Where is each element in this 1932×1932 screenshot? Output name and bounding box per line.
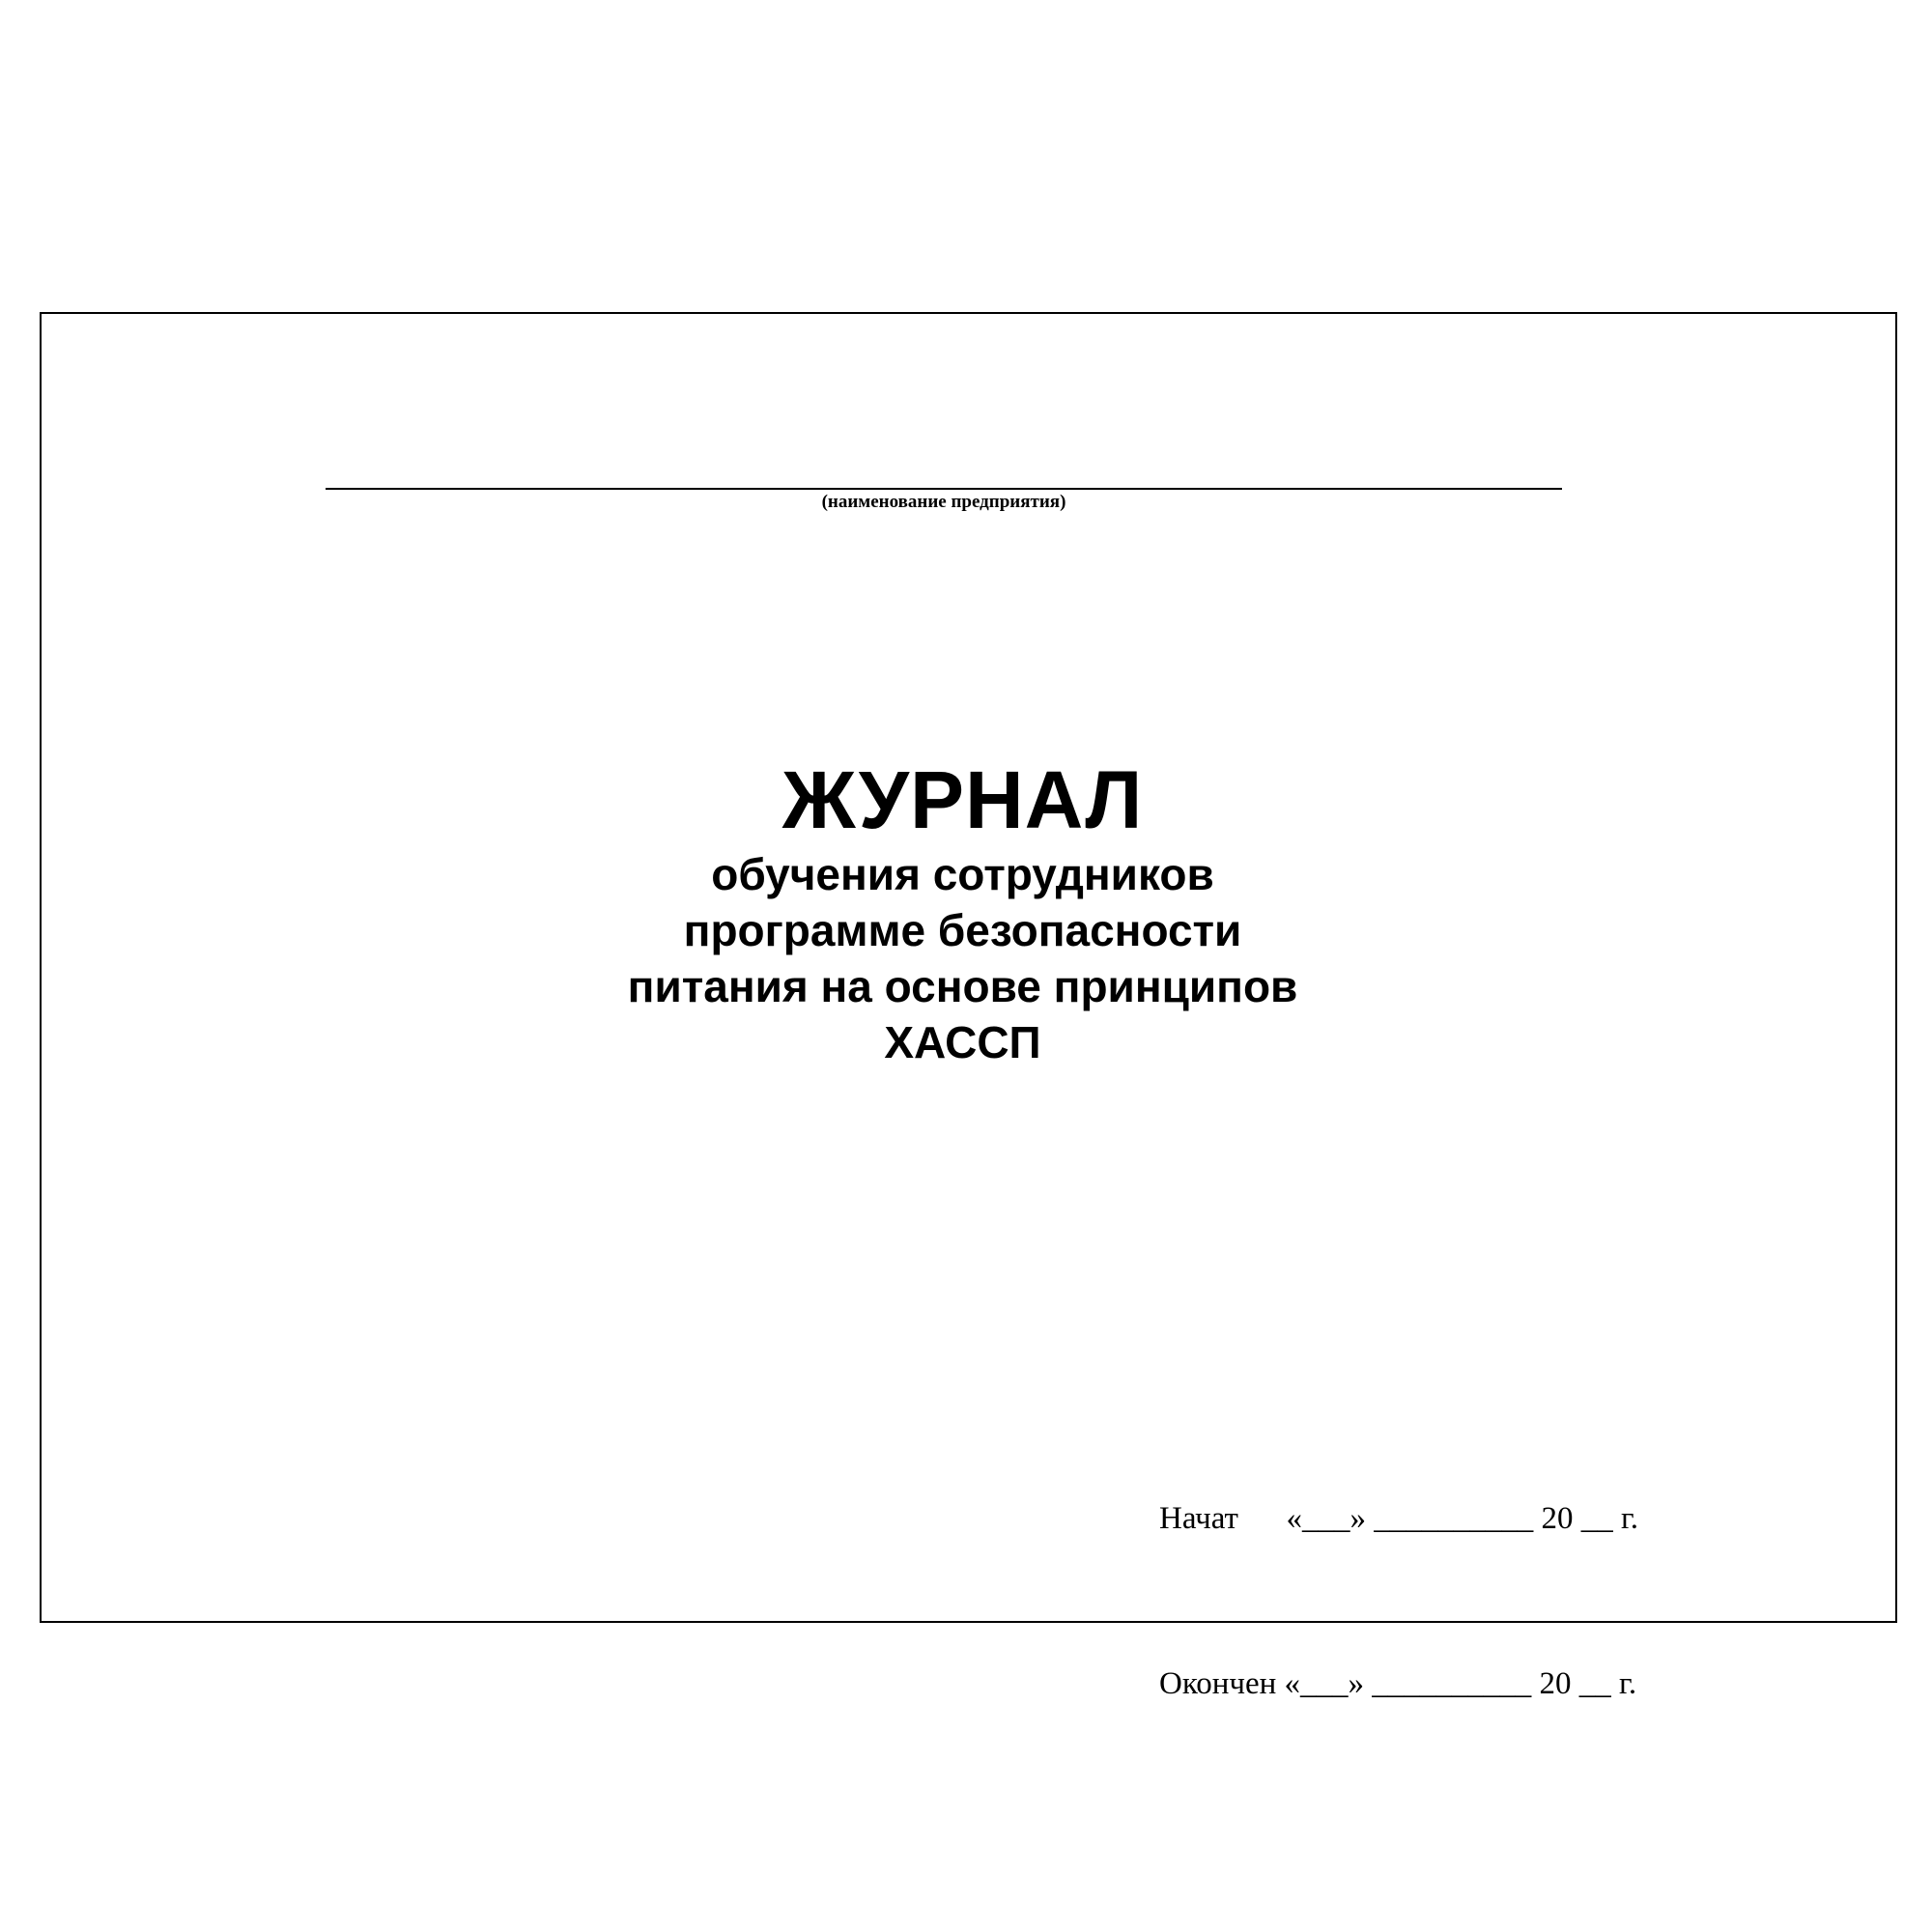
journal-title: ЖУРНАЛ xyxy=(781,754,1144,845)
organization-name-caption: (наименование предприятия) xyxy=(821,492,1066,512)
organization-name-line xyxy=(326,488,1562,490)
subtitle-line-2: программе безопасности xyxy=(683,905,1242,955)
subtitle-line-3: питания на основе принципов xyxy=(627,961,1298,1011)
start-date-row: Начат «___» __________ 20 __ г. xyxy=(1159,1501,1639,1536)
subtitle-line-1: обучения сотрудников xyxy=(711,849,1214,899)
subtitle-line-4: ХАССП xyxy=(884,1017,1041,1067)
title-block xyxy=(290,753,1635,1070)
end-date-row: Окончен «___» __________ 20 __ г. xyxy=(1159,1666,1637,1701)
journal-dates xyxy=(1159,1381,1638,1767)
